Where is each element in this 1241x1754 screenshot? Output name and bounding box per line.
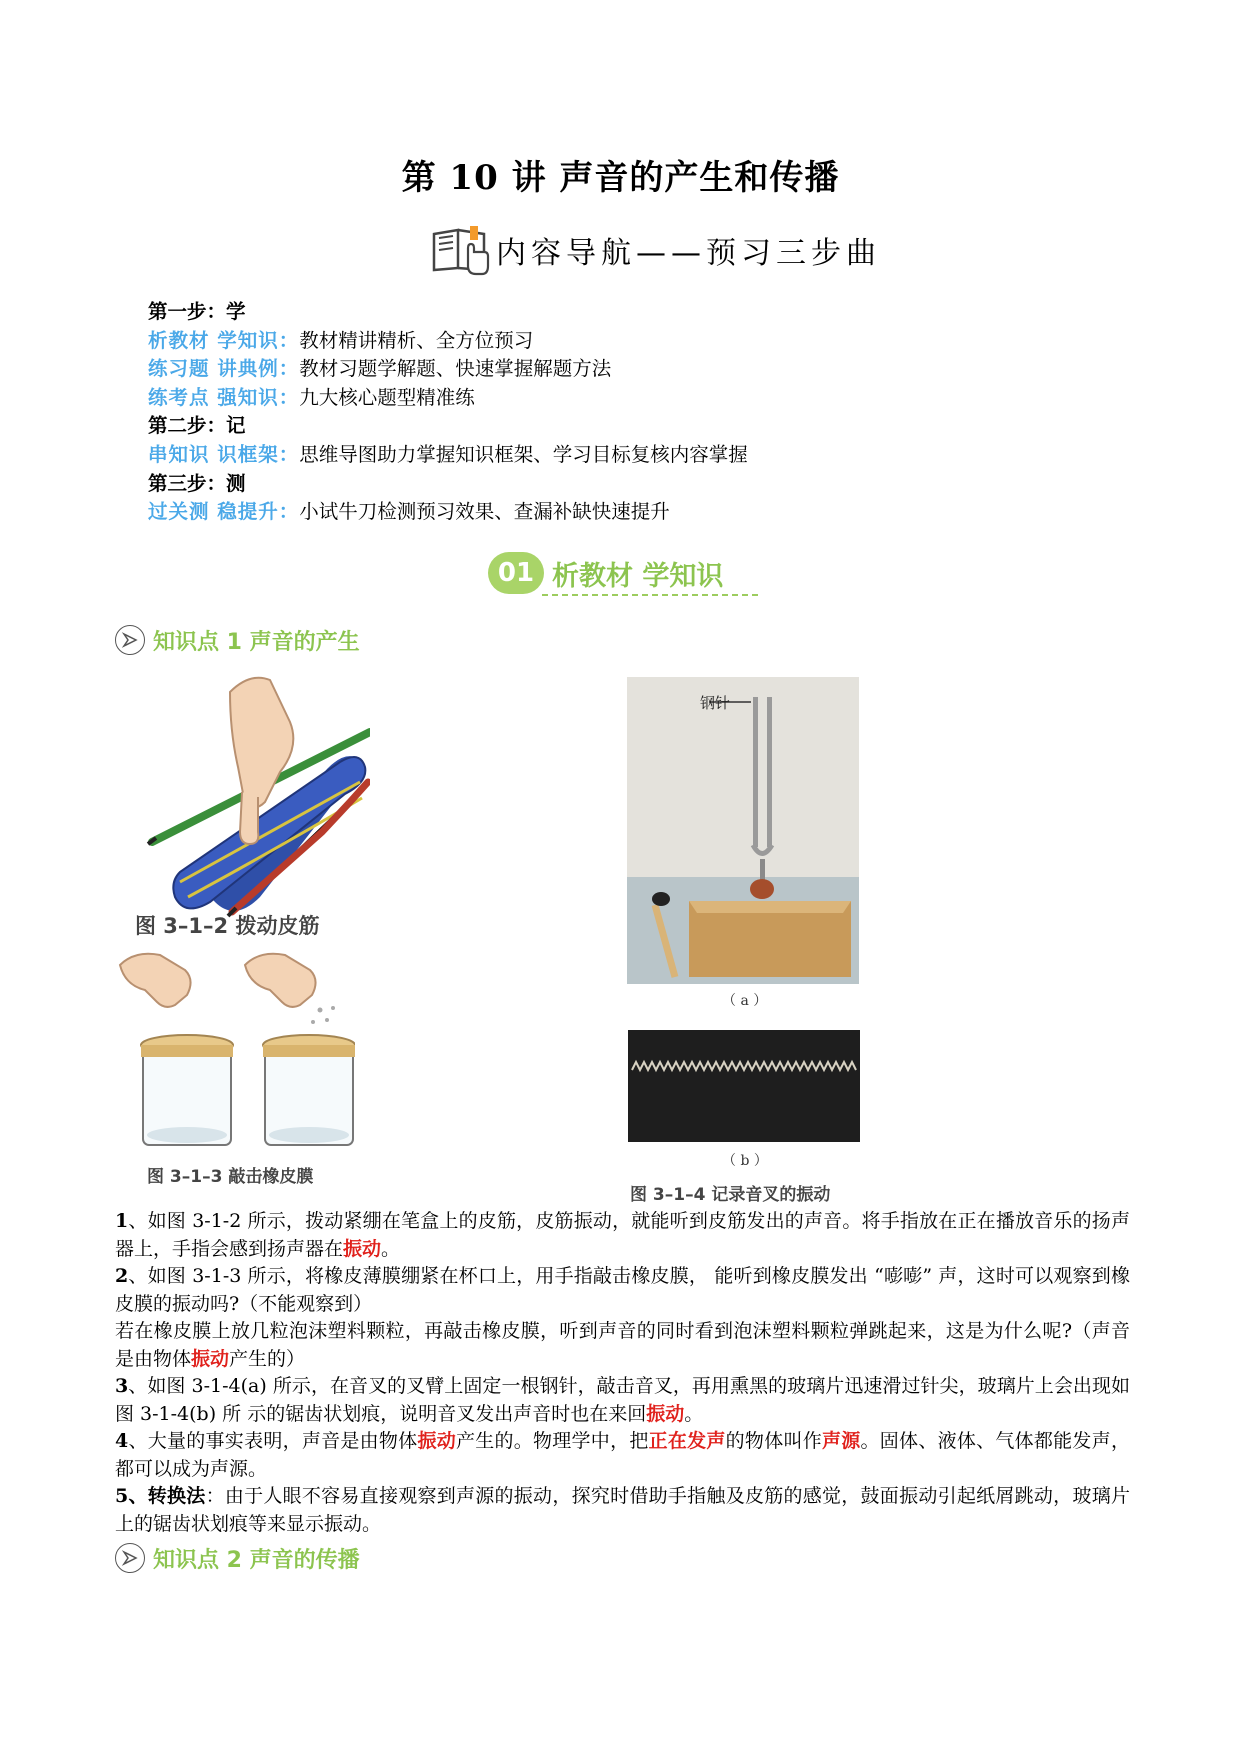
kp-title: 知识点 2 声音的传播 (153, 1547, 360, 1573)
paragraph-2b (115, 1318, 1130, 1373)
para-text: 产生的。物理学中，把 (455, 1430, 649, 1452)
step-item (148, 384, 748, 413)
paragraph-3 (115, 1373, 1130, 1428)
para-text: 的物体叫作 (725, 1430, 822, 1452)
figure-3-1-2-image (140, 672, 370, 932)
highlight-text: 振动 (646, 1402, 685, 1425)
step-item (148, 441, 748, 470)
para-text: 若在橡皮膜上放几粒泡沫塑料颗粒，再敲击橡皮膜，听到声音的同时看到泡沫塑料颗粒弹跳起来，这是为什么呢?（声音是由物体 (115, 1320, 1130, 1370)
step-text: 教材习题学解题、快速掌握解题方法 (299, 357, 612, 381)
highlight-text: 声源 (822, 1430, 861, 1452)
step-key: 串知识 识框架： (148, 442, 300, 466)
para-text: 。 (381, 1237, 401, 1260)
para-text: 、如图 3-1-4(a) 所示，在音叉的叉臂上固定一根钢针，敲击音叉，再用熏黑的玻璃片迅速滑过针尖，玻璃片上会出现如图 3-1-4(b) 所 示的锯齿状划痕，说明音叉发出声音时也在来回 (115, 1375, 1130, 1425)
step-text: 九大核心题型精准练 (299, 385, 475, 409)
step-heading: 第三步：测 (148, 471, 246, 495)
step-key: 析教材 学知识： (148, 328, 300, 352)
figure-3-1-3-image (115, 950, 355, 1155)
step-item (148, 355, 748, 384)
para-number: 1 (115, 1210, 129, 1232)
highlight-text: 振动 (191, 1347, 230, 1370)
highlight-text: 振动 (417, 1430, 456, 1452)
section-banner (488, 545, 723, 601)
para-text: 、大量的事实表明，声音是由物体 (128, 1430, 418, 1452)
paragraph-2 (115, 1263, 1130, 1318)
book-pointer-icon (430, 222, 490, 278)
knowledge-point-1 (115, 622, 360, 658)
highlight-text: 振动 (343, 1237, 382, 1260)
section-divider (542, 594, 758, 596)
paragraph-4 (115, 1428, 1130, 1483)
paragraph-1 (115, 1208, 1130, 1263)
step-heading: 第一步：学 (148, 300, 246, 323)
step-item (148, 498, 748, 527)
section-title: 析教材 学知识 (552, 560, 724, 592)
step-key: 练考点 强知识： (148, 385, 300, 409)
figure-3-1-4a-image (627, 677, 859, 984)
nav-label: 内容导航——预习三步曲 (496, 236, 881, 271)
steel-needle-label: 钢针 (700, 694, 731, 712)
para-text: 产生的） (229, 1347, 306, 1370)
step-text: 小试牛刀检测预习效果、查漏补缺快速提升 (299, 500, 670, 524)
kp-title: 知识点 1 声音的产生 (153, 629, 360, 655)
para-text: 、如图 3-1-3 所示，将橡皮薄膜绷紧在杯口上，用手指敲击橡皮膜， 能听到橡皮膜发出 “嘭嘭” 声，这时可以观察到橡皮膜的振动吗?（不能观察到） (115, 1265, 1130, 1315)
figure-3-1-2-caption: 图 3–1–2 拨动皮筋 (135, 914, 320, 938)
figure-3-1-4-caption: 图 3–1–4 记录音叉的振动 (630, 1185, 831, 1205)
step-text: 思维导图助力掌握知识框架、学习目标复核内容掌握 (299, 442, 748, 466)
figure-a-label: （ a ） (722, 993, 768, 1009)
para-text: ：由于人眼不容易直接观察到声源的振动，探究时借助手指触及皮筋的感觉，鼓面振动引起纸屑跳动，玻璃片上的锯齿状划痕等来显示振动。 (115, 1485, 1130, 1535)
step-item (148, 327, 748, 356)
para-text: 。 (684, 1402, 704, 1425)
page-title: 第 10 讲 声音的产生和传播 (401, 158, 840, 198)
para-number: 5 (115, 1485, 129, 1507)
content-nav-banner (430, 222, 881, 278)
figure-3-1-3-caption: 图 3–1–3 敲击橡皮膜 (147, 1167, 314, 1187)
step-key: 练习题 讲典例： (148, 357, 300, 381)
paragraph-5 (115, 1483, 1130, 1538)
figure-b-label: （ b ） (722, 1153, 768, 1169)
knowledge-point-2 (115, 1540, 360, 1576)
step-text: 教材精讲精析、全方位预习 (299, 328, 534, 352)
figure-3-1-4b-image (628, 1030, 860, 1142)
highlight-text: 正在发声 (648, 1430, 726, 1452)
para-number: 4 (115, 1430, 129, 1452)
para-text: 。固体、液体、气体都能发声，都可以成为声源。 (115, 1430, 1130, 1480)
para-number: 2 (115, 1265, 129, 1287)
arrow-circle-icon (115, 625, 145, 655)
step-heading: 第二步：记 (148, 414, 246, 438)
section-number-badge: 01 (488, 552, 544, 594)
arrow-circle-icon (115, 1543, 145, 1573)
para-number: 3 (115, 1375, 129, 1397)
step-key: 过关测 稳提升： (148, 500, 300, 524)
para-label: 、转换法 (128, 1485, 206, 1507)
para-text: 、如图 3-1-2 所示，拨动紧绷在笔盒上的皮筋，皮筋振动，就能听到皮筋发出的声音。将手指放在正在播放音乐的扬声器上，手指会感到扬声器在 (115, 1210, 1130, 1260)
steps-list (148, 298, 748, 527)
